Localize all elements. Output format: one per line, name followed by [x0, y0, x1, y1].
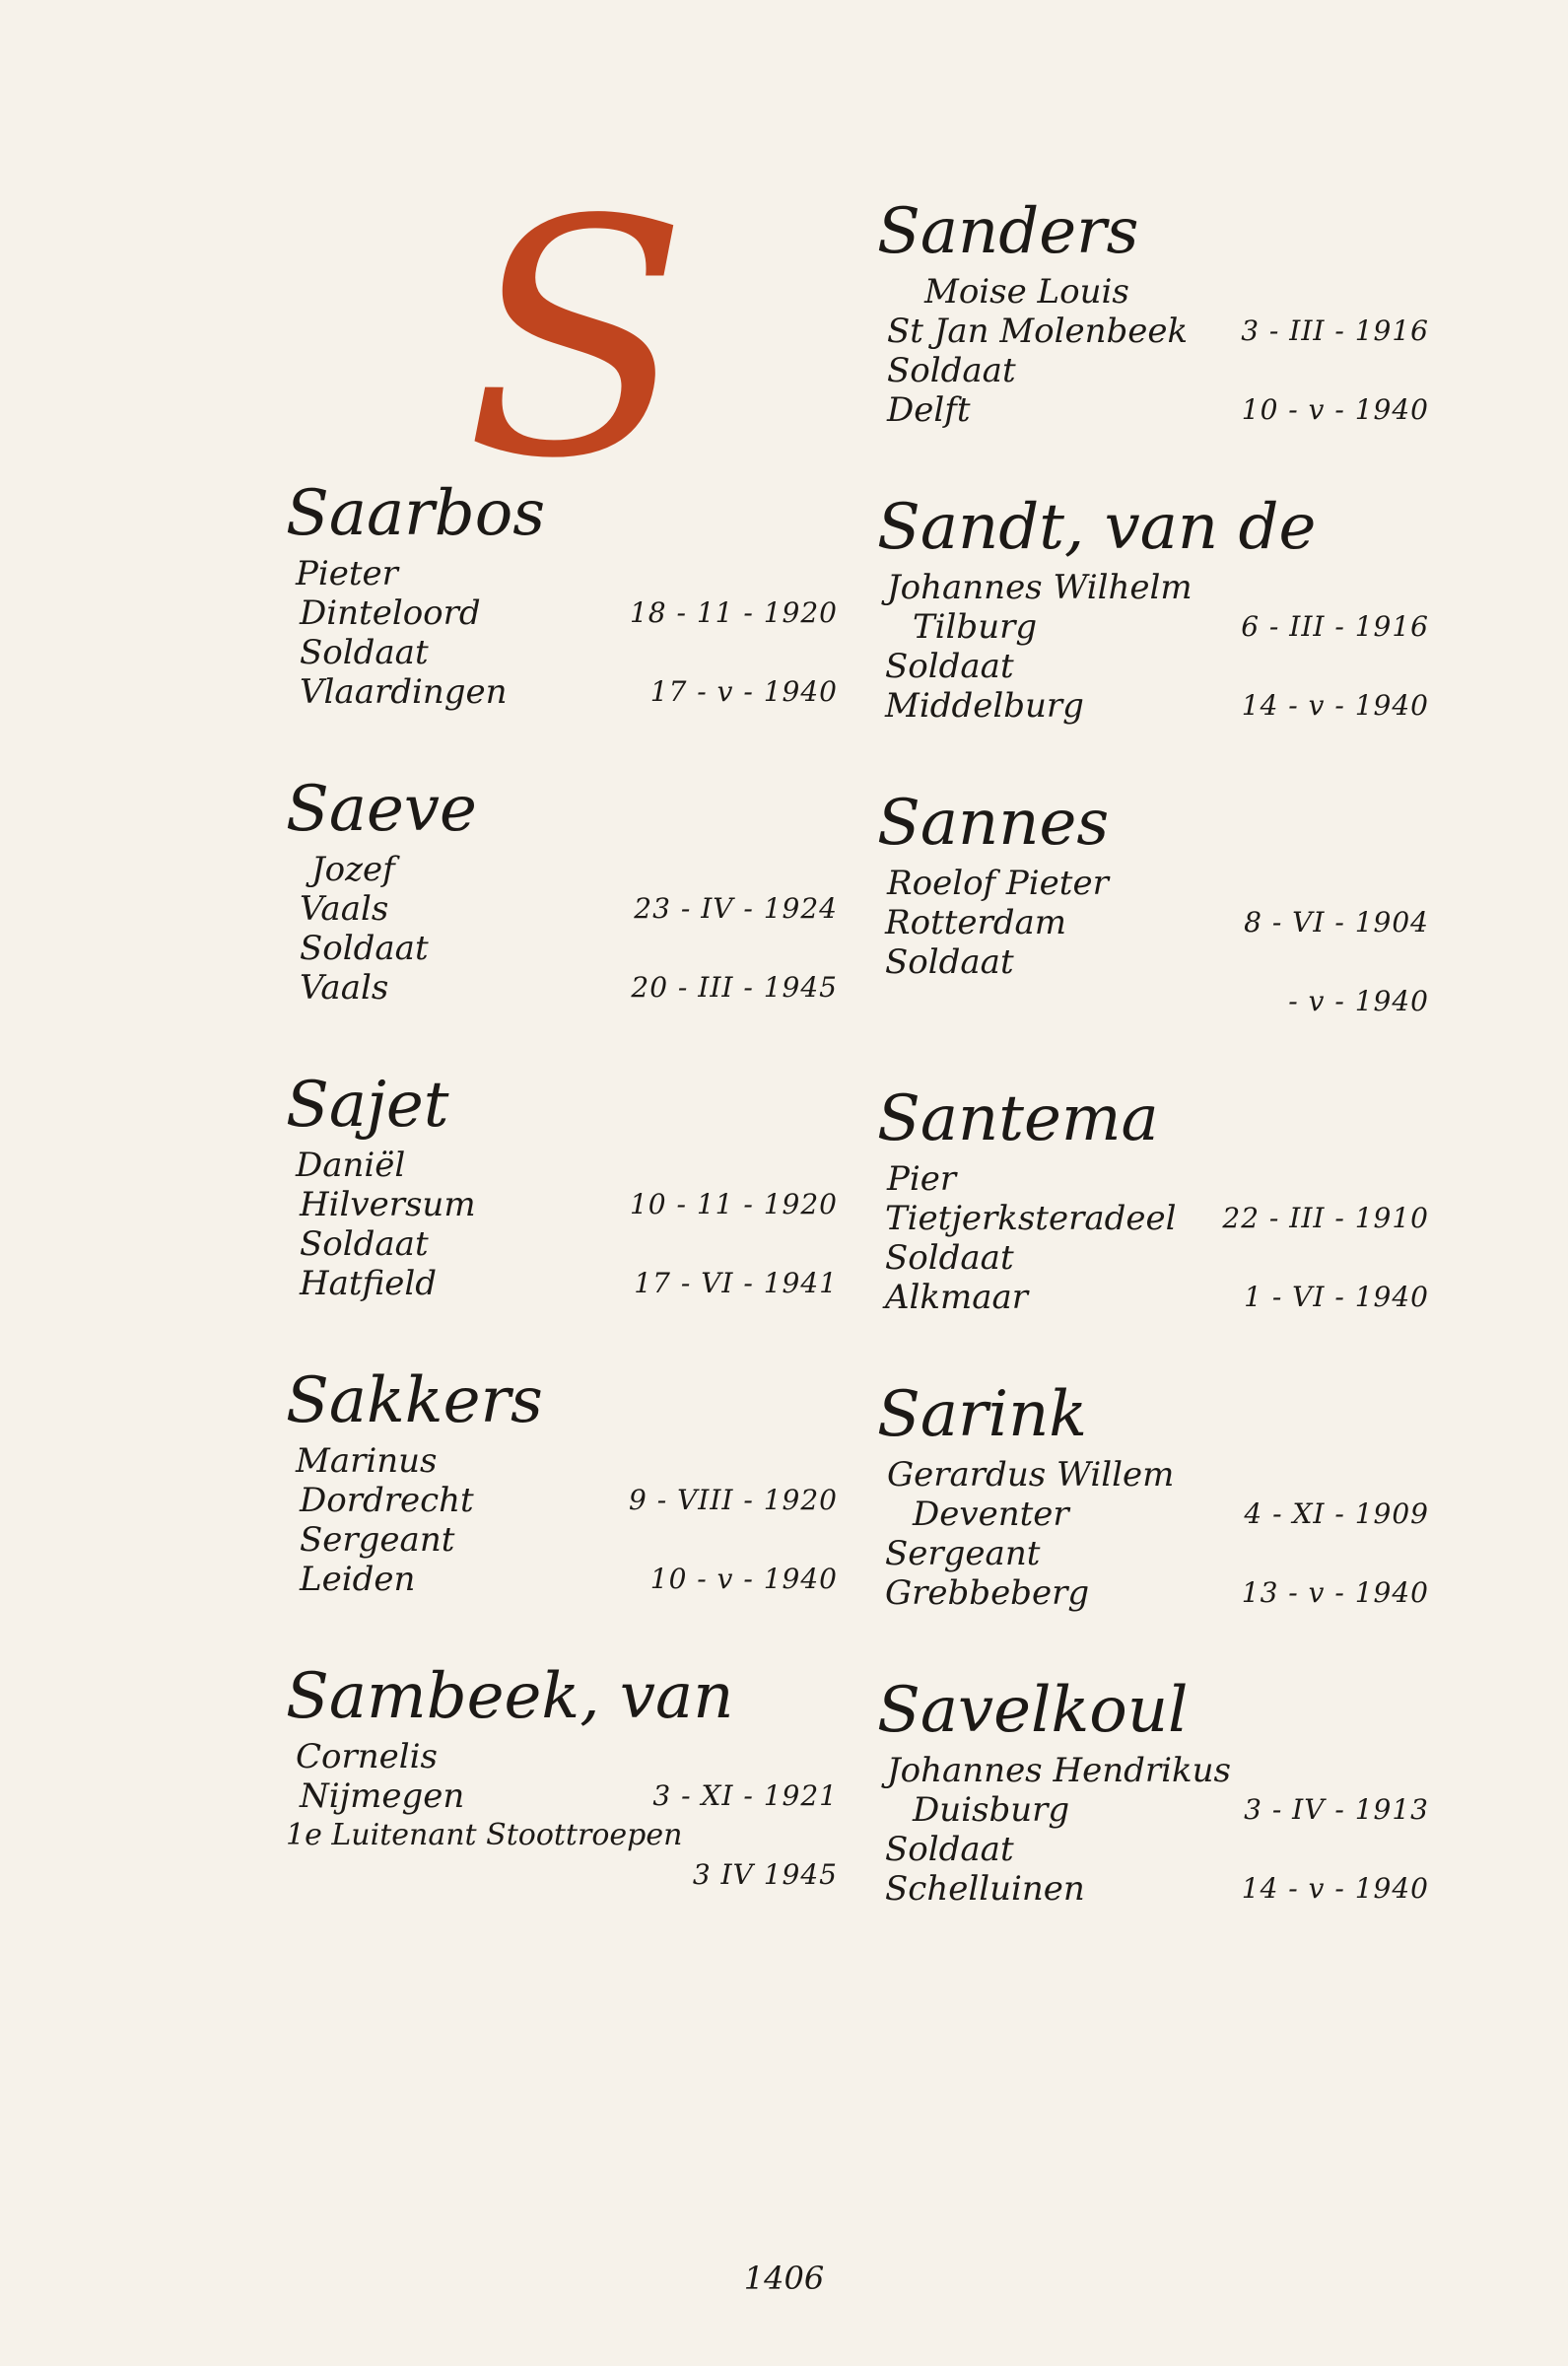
record-entry [286, 1071, 838, 1323]
record-entry [286, 1662, 838, 1914]
death-date: 14 - v - 1940 [1241, 1872, 1429, 1905]
given-name-line [286, 554, 838, 593]
birth-line [286, 1185, 838, 1224]
rank: Soldaat [300, 929, 429, 968]
death-place: Vlaardingen [300, 672, 508, 712]
death-place: Vaals [300, 968, 389, 1008]
rank-line [877, 647, 1429, 686]
given-name: Pieter [296, 554, 398, 593]
given-name-line [877, 272, 1429, 312]
given-name-line [286, 1441, 838, 1481]
surname: Savelkoul [877, 1674, 1189, 1747]
rank-line [286, 633, 838, 672]
death-line [877, 390, 1429, 430]
death-date: 10 - v - 1940 [649, 1563, 838, 1595]
rank-line [877, 942, 1429, 982]
birth-line [877, 312, 1429, 351]
rank: Soldaat [887, 351, 1016, 390]
death-date: 3 IV 1945 [692, 1858, 838, 1891]
record-entry [877, 1676, 1429, 1928]
death-date: 1 - VI - 1940 [1244, 1281, 1429, 1313]
birth-date: 9 - VIII - 1920 [629, 1484, 838, 1516]
death-line [877, 686, 1429, 726]
given-name: Marinus [296, 1441, 438, 1481]
surname: Sarink [877, 1378, 1088, 1451]
record-entry [286, 1366, 838, 1619]
surname: Saarbos [286, 477, 546, 550]
birth-line [877, 1495, 1429, 1534]
given-name: Pier [887, 1159, 957, 1199]
given-name: Johannes Hendrikus [887, 1751, 1231, 1790]
birth-place: Nijmegen [300, 1776, 465, 1816]
birth-line [877, 903, 1429, 942]
death-date: 13 - v - 1940 [1241, 1576, 1429, 1609]
surname: Sambeek, van [286, 1660, 734, 1733]
surname: Sanders [877, 195, 1139, 268]
rank: 1e Luitenant Stoottroepen [286, 1818, 683, 1852]
given-name-line [877, 568, 1429, 607]
birth-line [286, 1776, 838, 1816]
death-date: 17 - VI - 1941 [634, 1267, 838, 1299]
rank: Sergeant [885, 1534, 1041, 1573]
birth-line [877, 1199, 1429, 1238]
surname: Sandt, van de [877, 491, 1317, 564]
death-line [877, 1573, 1429, 1613]
birth-line [286, 593, 838, 633]
death-line [877, 1869, 1429, 1909]
record-entry [877, 493, 1429, 745]
birth-date: 3 - IV - 1913 [1244, 1793, 1429, 1826]
rank: Soldaat [885, 1238, 1014, 1278]
record-entry [286, 775, 838, 1027]
death-line [286, 968, 838, 1008]
record-entry [877, 1380, 1429, 1633]
given-name-line [286, 850, 838, 889]
right-column [877, 197, 1429, 1972]
birth-place: Rotterdam [885, 903, 1067, 942]
given-name: Cornelis [296, 1737, 438, 1776]
birth-date: 3 - XI - 1921 [652, 1779, 838, 1812]
given-name: Gerardus Willem [887, 1455, 1175, 1495]
left-column [286, 479, 838, 1958]
death-date: 17 - v - 1940 [649, 675, 838, 708]
rank-line [877, 351, 1429, 390]
death-line [286, 1264, 838, 1303]
rank-line [877, 1534, 1429, 1573]
birth-place: Vaals [300, 889, 389, 929]
death-place: Hatfield [300, 1264, 438, 1303]
birth-date: 22 - III - 1910 [1222, 1202, 1429, 1234]
record-entry [286, 479, 838, 731]
death-place: Alkmaar [885, 1278, 1029, 1317]
birth-date: 18 - 11 - 1920 [629, 596, 838, 629]
rank: Soldaat [300, 633, 429, 672]
birth-line [286, 1481, 838, 1520]
given-name-line [877, 1751, 1429, 1790]
birth-place: Tilburg [913, 607, 1038, 647]
given-name: Daniël [296, 1146, 406, 1185]
given-name: Jozef [311, 850, 395, 889]
rank-line [877, 1238, 1429, 1278]
record-entry [877, 1084, 1429, 1337]
rank: Soldaat [885, 1830, 1014, 1869]
death-line [877, 1278, 1429, 1317]
death-date: 10 - v - 1940 [1241, 393, 1429, 426]
given-name-line [877, 1455, 1429, 1495]
rank-line [286, 929, 838, 968]
rank-line [286, 1520, 838, 1560]
birth-line [877, 1790, 1429, 1830]
given-name-line [286, 1737, 838, 1776]
birth-line [877, 607, 1429, 647]
death-line [286, 1560, 838, 1599]
rank: Soldaat [885, 942, 1014, 982]
surname: Saeve [286, 773, 477, 846]
birth-place: Dordrecht [300, 1481, 474, 1520]
death-line [286, 1855, 838, 1895]
birth-place: Deventer [913, 1495, 1069, 1534]
death-place: Middelburg [885, 686, 1084, 726]
birth-date: 23 - IV - 1924 [634, 892, 838, 925]
given-name: Johannes Wilhelm [887, 568, 1193, 607]
decorated-initial: S [465, 151, 689, 529]
death-place: Leiden [300, 1560, 416, 1599]
given-name-line [877, 1159, 1429, 1199]
rank: Soldaat [300, 1224, 429, 1264]
death-date: 20 - III - 1945 [631, 971, 838, 1004]
rank-line [286, 1224, 838, 1264]
surname: Sajet [286, 1069, 449, 1142]
birth-date: 8 - VI - 1904 [1244, 906, 1429, 939]
death-place: Grebbeberg [885, 1573, 1090, 1613]
given-name: Moise Louis [924, 272, 1129, 312]
death-place: Delft [887, 390, 971, 430]
birth-date: 3 - III - 1916 [1241, 314, 1429, 347]
surname: Sannes [877, 787, 1110, 860]
surname: Santema [877, 1082, 1159, 1155]
rank-line [877, 1830, 1429, 1869]
rank: Soldaat [885, 647, 1014, 686]
rank: Sergeant [300, 1520, 455, 1560]
birth-place: Dinteloord [300, 593, 481, 633]
death-date: - v - 1940 [1288, 985, 1429, 1017]
birth-date: 6 - III - 1916 [1241, 610, 1429, 643]
surname: Sakkers [286, 1364, 543, 1437]
given-name-line [877, 864, 1429, 903]
death-place: Schelluinen [885, 1869, 1085, 1909]
birth-date: 4 - XI - 1909 [1244, 1497, 1429, 1530]
page-number: 1406 [743, 2260, 825, 2297]
birth-place: Hilversum [300, 1185, 476, 1224]
rank-line [286, 1816, 838, 1855]
birth-line [286, 889, 838, 929]
death-line [877, 982, 1429, 1021]
record-entry [877, 197, 1429, 450]
birth-date: 10 - 11 - 1920 [629, 1188, 838, 1220]
birth-place: Duisburg [913, 1790, 1070, 1830]
birth-place: St Jan Molenbeek [887, 312, 1189, 351]
given-name-line [286, 1146, 838, 1185]
death-line [286, 672, 838, 712]
death-date: 14 - v - 1940 [1241, 689, 1429, 722]
given-name: Roelof Pieter [887, 864, 1109, 903]
record-entry [877, 789, 1429, 1041]
birth-place: Tietjerksteradeel [885, 1199, 1177, 1238]
